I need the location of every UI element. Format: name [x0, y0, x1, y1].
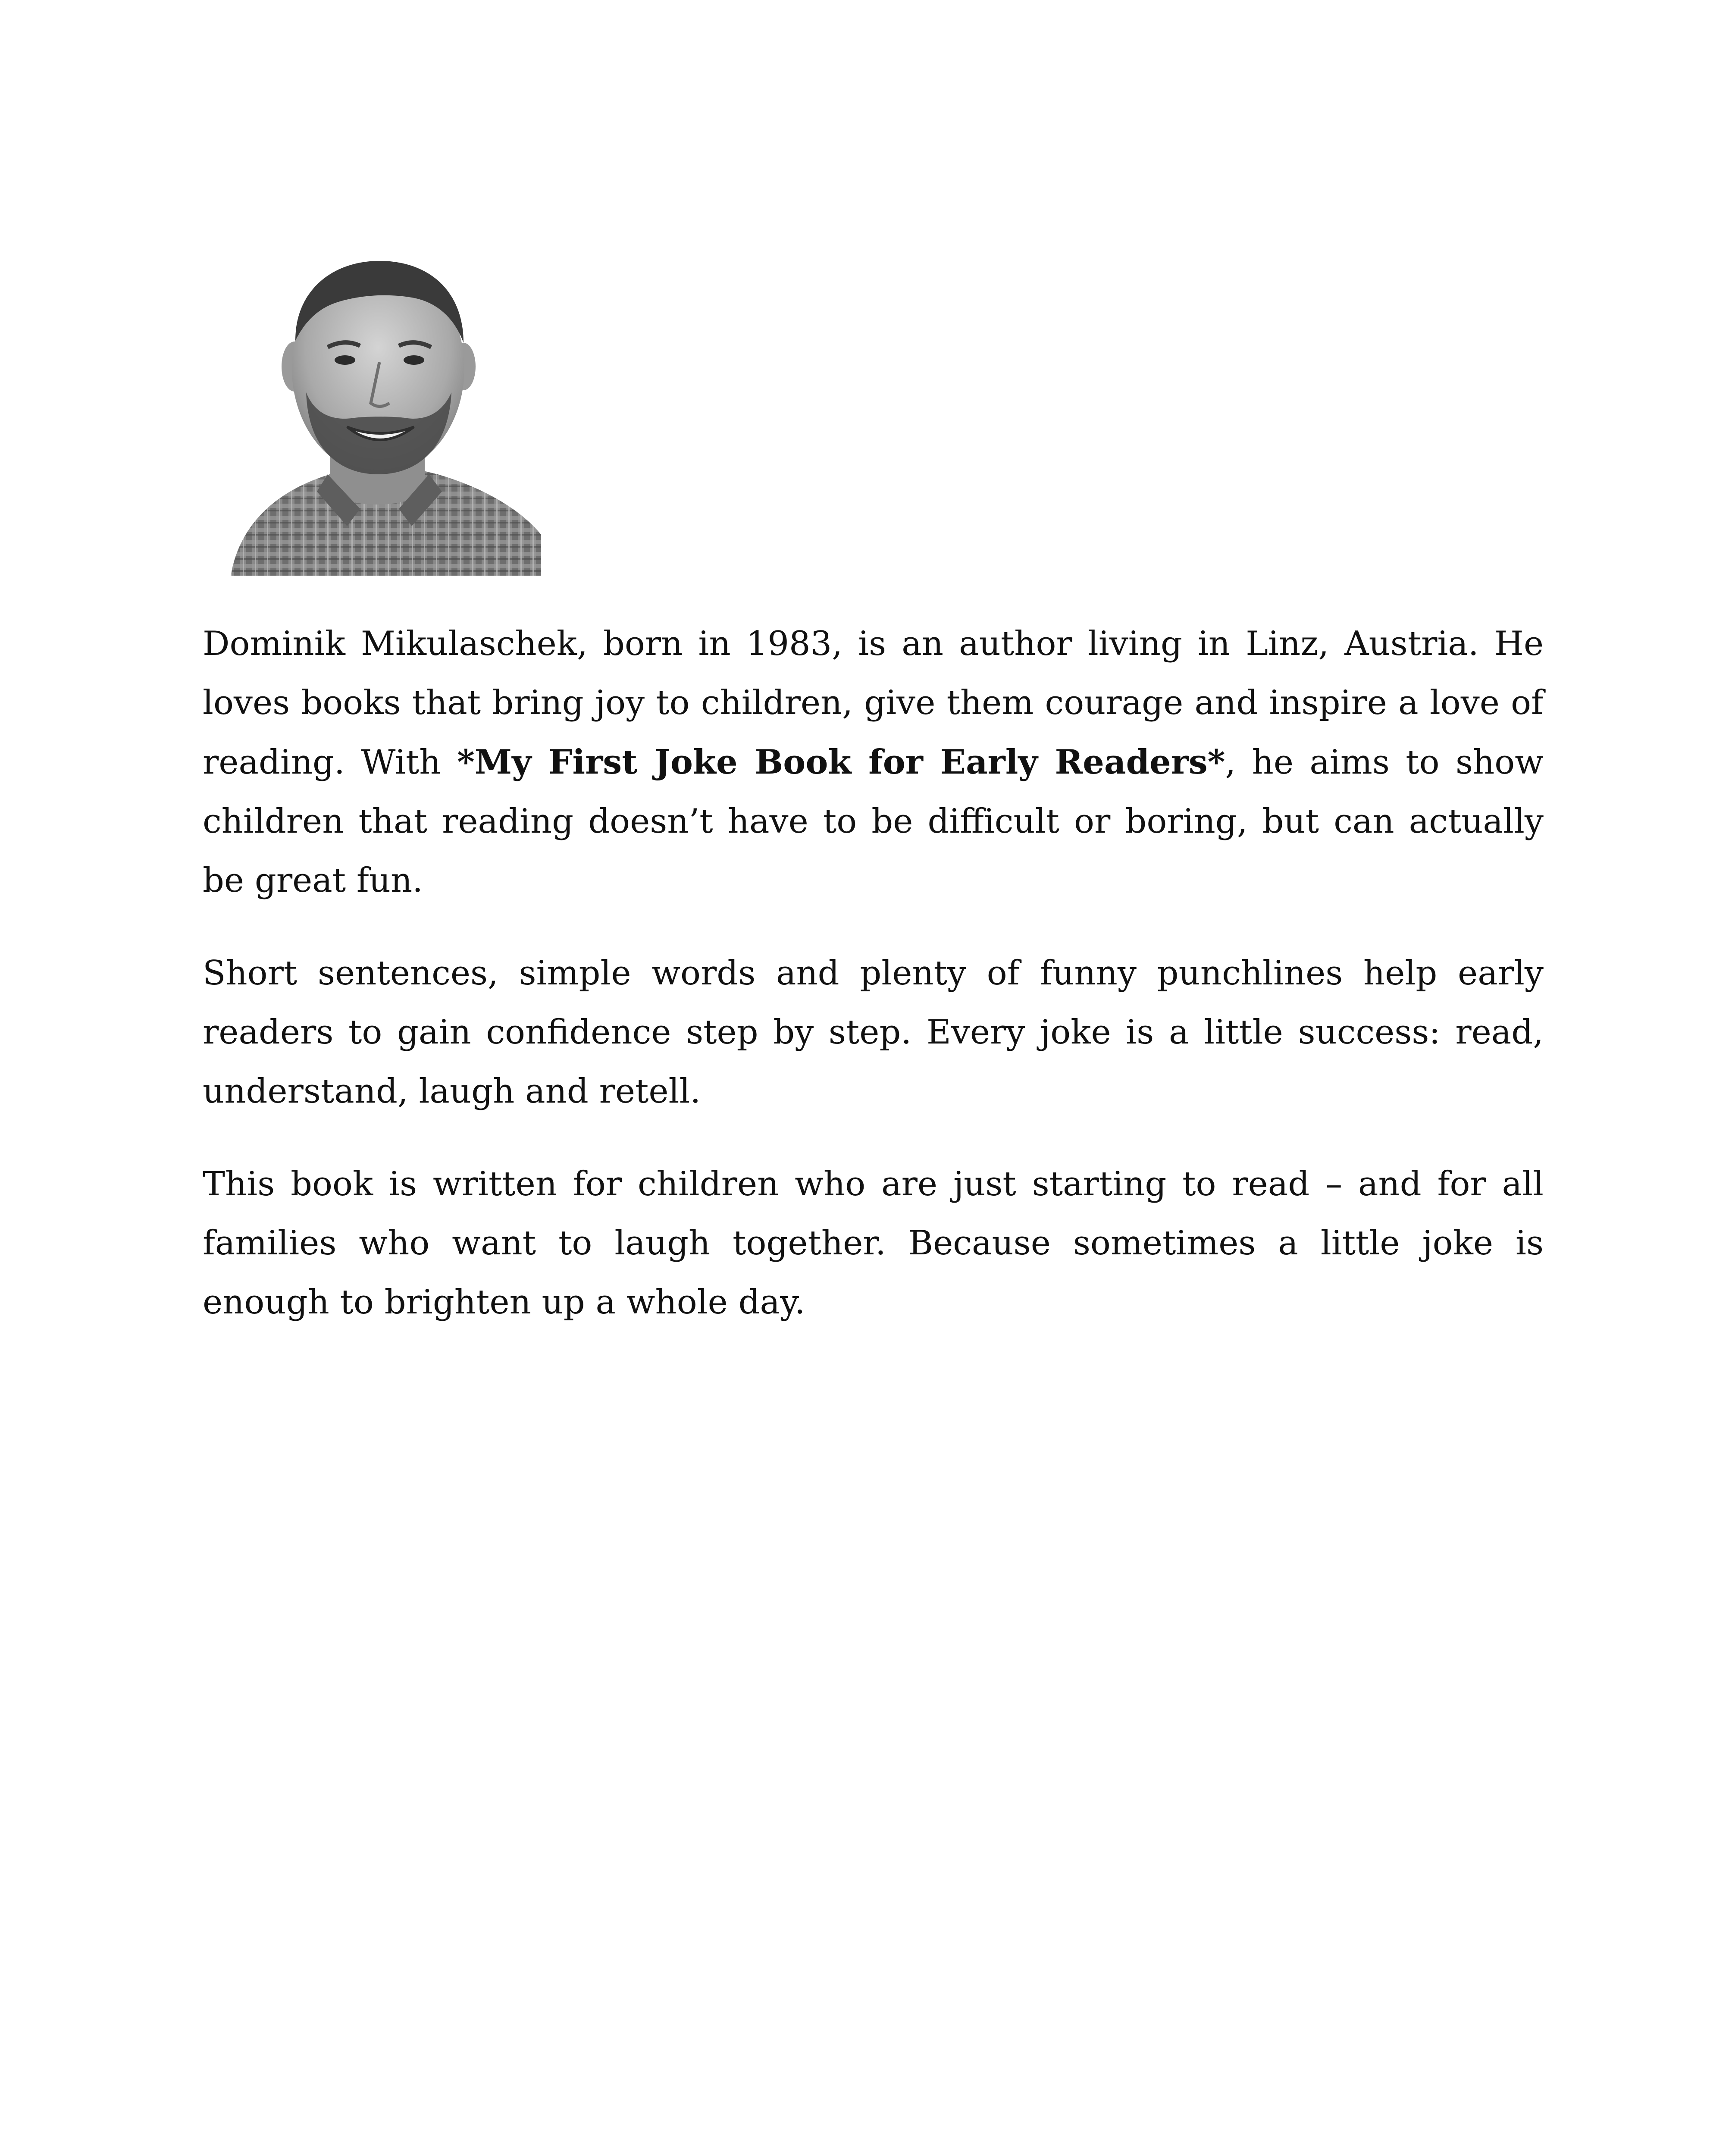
bio-paragraph-1 [203, 614, 1544, 910]
bio-paragraph-2: Short sentences, simple words and plenty of funny punchlines help early readers to gain confidence step by step. Every joke is a little success: read, understand, laugh and retell. [203, 954, 1544, 1111]
book-title: *My First Joke Book for Early Readers* [457, 743, 1225, 782]
bio-paragraph-1-end: , he aims to show children that reading doesn’t have to be difficult or boring, but can actually be great fun. [203, 743, 1544, 900]
bio-paragraph-1-start: Dominik Mikulaschek, born in 1983, is an author living in Linz, Austria. He loves books that bring joy to children, give them courage and inspire a love of reading. With [203, 624, 1544, 782]
author-bio [203, 614, 1544, 1366]
author-photo [222, 250, 541, 576]
bio-paragraph-3: This book is written for children who are just starting to read – and for all families who want to laugh together. Because sometimes a little joke is enough to brighten up a whole day. [203, 1165, 1544, 1322]
